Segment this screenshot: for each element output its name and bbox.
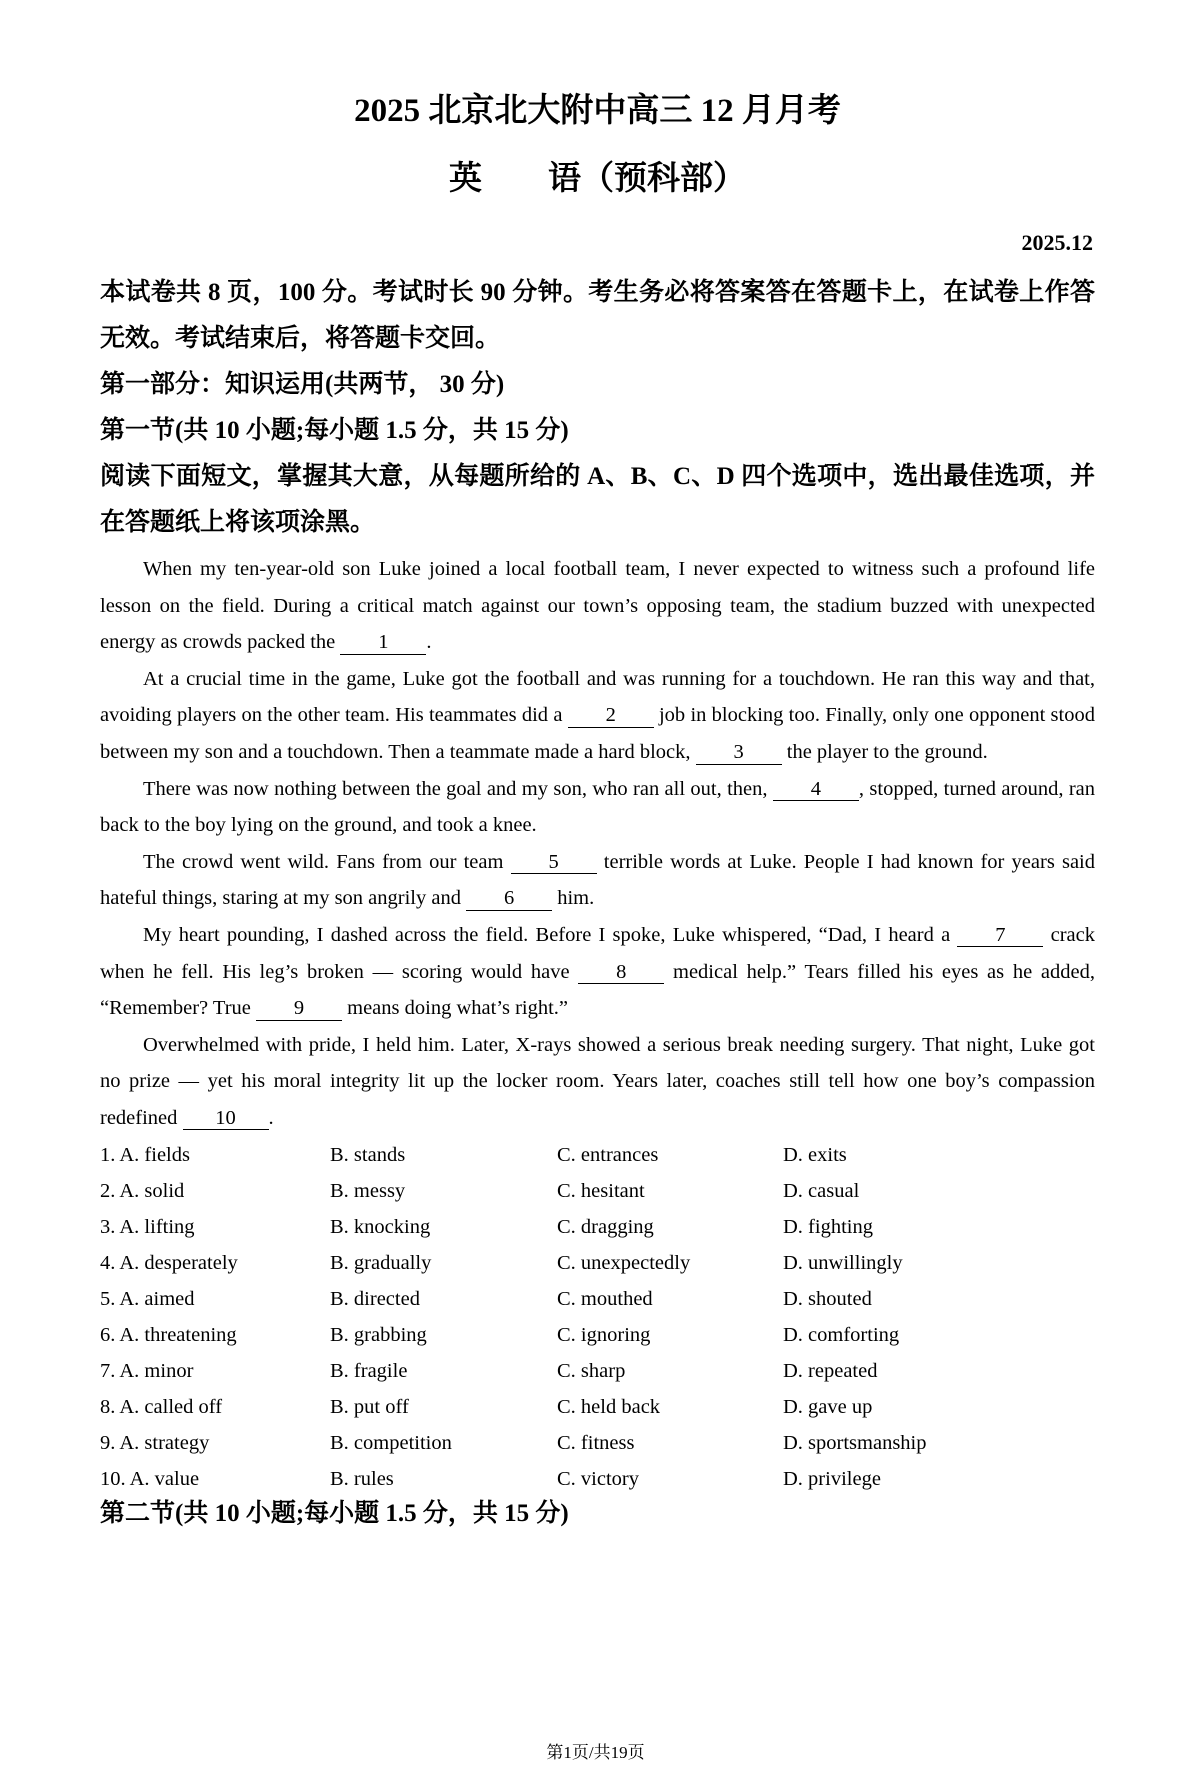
option-cell: D. casual xyxy=(783,1179,860,1202)
exam-page xyxy=(0,92,1191,1537)
option-cell: D. gave up xyxy=(783,1395,873,1418)
passage-paragraph: When my ten-year-old son Luke joined a local football team, I never expected to witness such a profound life lesson on the field. During a critical match against our town’s opposing team, the stadium buzzed with unexpected energy as crowds packed the 1 . xyxy=(100,558,1095,654)
option-cell: 2. A. solid xyxy=(100,1179,185,1202)
option-cell: C. hesitant xyxy=(557,1179,645,1202)
option-cell: C. ignoring xyxy=(557,1323,651,1346)
option-cell: 10. A. value xyxy=(100,1467,200,1490)
cloze-blank-9: 9 xyxy=(256,997,342,1021)
option-cell: B. grabbing xyxy=(330,1323,427,1346)
option-row-6 xyxy=(100,1317,1095,1353)
option-cell: B. competition xyxy=(330,1431,452,1454)
option-cell: B. gradually xyxy=(330,1251,432,1274)
part1-heading: 第一部分：知识运用(共两节， 30 分) xyxy=(100,371,505,398)
cloze-blank-5: 5 xyxy=(511,851,597,875)
cloze-blank-8: 8 xyxy=(578,961,664,985)
option-row-4 xyxy=(100,1245,1095,1281)
option-cell: B. directed xyxy=(330,1287,420,1310)
passage-paragraph: My heart pounding, I dashed across the field. Before I spoke, Luke whispered, “Dad, I heard a 7 crack when he fell. His leg’s broken — scoring would have 8 medical help.” Tears filled his eyes as he added, “Remember? True 9 means doing what’s right.” xyxy=(100,923,1096,1020)
option-cell: C. fitness xyxy=(557,1431,635,1454)
option-row-3 xyxy=(100,1209,1095,1245)
exam-date: 2025.12 xyxy=(1021,230,1093,255)
option-cell: C. entrances xyxy=(557,1143,659,1166)
option-cell: B. messy xyxy=(330,1179,406,1202)
option-cell: C. mouthed xyxy=(557,1287,653,1310)
option-cell: D. comforting xyxy=(783,1323,900,1346)
subject-title: 英 语（预科部） xyxy=(449,161,746,197)
page-title: 2025 北京北大附中高三 12 月月考 xyxy=(354,93,841,129)
option-row-8 xyxy=(100,1389,1095,1425)
option-cell: D. shouted xyxy=(783,1287,872,1310)
cloze-blank-4: 4 xyxy=(773,778,859,802)
option-cell: B. stands xyxy=(330,1143,406,1166)
cloze-blank-7: 7 xyxy=(957,924,1043,948)
option-cell: B. knocking xyxy=(330,1215,431,1238)
passage-paragraph: There was now nothing between the goal and my son, who ran all out, then, 4 , stopped, turned around, ran back to the boy lying on the ground, and took a knee. xyxy=(100,777,1095,837)
section2-heading: 第二节(共 10 小题;每小题 1.5 分，共 15 分) xyxy=(100,1499,569,1527)
option-cell: D. fighting xyxy=(783,1215,873,1238)
option-cell: C. sharp xyxy=(557,1359,626,1382)
option-cell: D. exits xyxy=(783,1143,847,1166)
passage-paragraph: The crowd went wild. Fans from our team 5 terrible words at Luke. People I had known for years said hateful things, staring at my son angrily and 6 him. xyxy=(100,850,1095,910)
option-cell: 5. A. aimed xyxy=(100,1287,195,1310)
option-cell: 6. A. threatening xyxy=(100,1323,237,1346)
option-cell: B. put off xyxy=(330,1395,409,1418)
page-footer: 第1页/共19页 xyxy=(546,1743,645,1762)
option-cell: 4. A. desperately xyxy=(100,1251,238,1274)
option-row-7 xyxy=(100,1353,1095,1389)
option-cell: C. unexpectedly xyxy=(557,1251,691,1274)
passage-paragraph: Overwhelmed with pride, I held him. Later, X-rays showed a serious break needing surgery. That night, Luke got no prize — yet his moral integrity lit up the locker room. Years later, coaches still tell how one boy’s compassion redefined 10 . xyxy=(100,1033,1095,1129)
exam-notice: 本试卷共 8 页，100 分。考试时长 90 分钟。考生务必将答案答在答题卡上，在试卷上作答无效。考试结束后，将答题卡交回。 xyxy=(100,279,1095,352)
option-cell: D. sportsmanship xyxy=(783,1431,927,1454)
cloze-blank-2: 2 xyxy=(568,704,654,728)
option-row-2 xyxy=(100,1173,1095,1209)
option-cell: B. rules xyxy=(330,1467,394,1490)
cloze-options xyxy=(100,1137,1095,1497)
section1-heading: 第一节(共 10 小题;每小题 1.5 分，共 15 分) xyxy=(100,417,569,444)
option-cell: 9. A. strategy xyxy=(100,1431,210,1454)
cloze-blank-1: 1 xyxy=(340,631,426,655)
option-cell: D. repeated xyxy=(783,1359,878,1382)
passage-paragraph: At a crucial time in the game, Luke got the football and was running for a touchdown. He ran this way and that, avoiding players on the other team. His teammates did a 2 job in blocking too. Finally, only one opponent stood between my son and a touchdown. Then a teammate made a hard block, 3 the player to the ground. xyxy=(100,667,1095,763)
option-row-1 xyxy=(100,1137,1095,1173)
option-row-5 xyxy=(100,1281,1095,1317)
option-cell: B. fragile xyxy=(330,1359,408,1382)
cloze-passage xyxy=(100,551,1095,1137)
option-cell: C. dragging xyxy=(557,1215,654,1238)
option-cell: D. privilege xyxy=(783,1467,881,1490)
option-cell: D. unwillingly xyxy=(783,1251,903,1274)
cloze-blank-6: 6 xyxy=(466,887,552,911)
cloze-blank-10: 10 xyxy=(183,1107,269,1131)
option-row-9 xyxy=(100,1425,1095,1461)
section1-instruction: 阅读下面短文，掌握其大意，从每题所给的 A、B、C、D 四个选项中，选出最佳选项，并在答题纸上将该项涂黑。 xyxy=(100,463,1095,536)
option-cell: C. victory xyxy=(557,1467,639,1490)
option-cell: C. held back xyxy=(557,1395,661,1418)
option-cell: 7. A. minor xyxy=(100,1359,194,1382)
option-cell: 1. A. fields xyxy=(100,1143,190,1166)
option-cell: 3. A. lifting xyxy=(100,1215,195,1238)
cloze-blank-3: 3 xyxy=(696,741,782,765)
option-cell: 8. A. called off xyxy=(100,1395,223,1418)
